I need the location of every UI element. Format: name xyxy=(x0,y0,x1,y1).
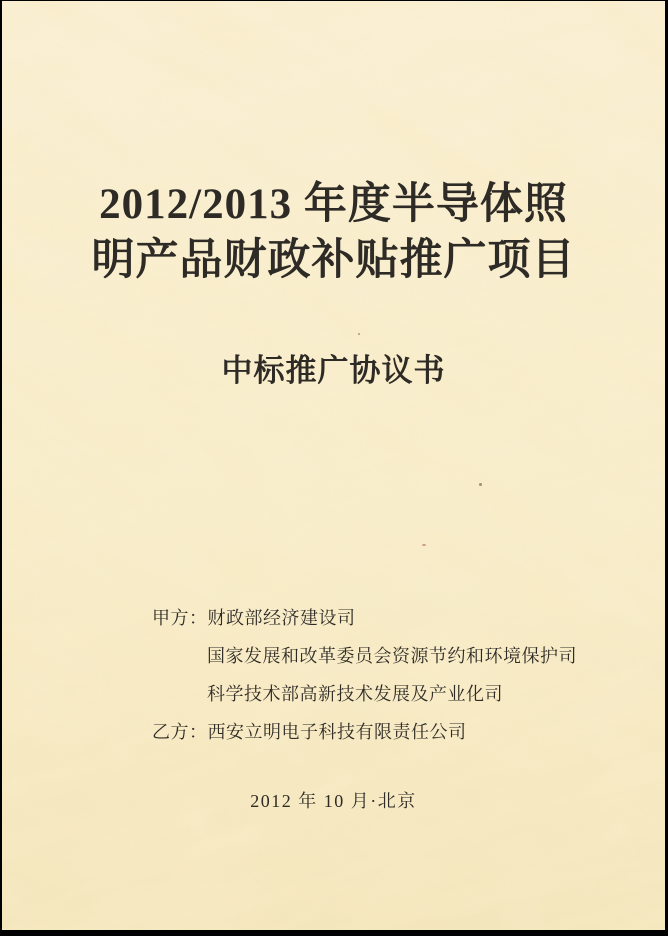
party-a-line-2: 国家发展和改革委员会资源节约和环境保护司 xyxy=(207,646,577,666)
party-b-name: 西安立明电子科技有限责任公司 xyxy=(207,722,467,742)
cover-content xyxy=(2,1,665,930)
title-line-2: 明产品财政补贴推广项目 xyxy=(91,237,576,284)
parties-block xyxy=(152,599,577,751)
party-a-line-1: 财政部经济建设司 xyxy=(207,608,356,628)
title-line-1: 2012/2013 年度半导体照 xyxy=(99,181,568,228)
scan-speck xyxy=(479,483,482,486)
scan-speck xyxy=(422,544,426,546)
party-a-label: 甲方： xyxy=(152,608,208,628)
party-a-row xyxy=(152,599,577,637)
scan-speck xyxy=(358,333,360,335)
paper xyxy=(2,1,665,930)
date-location: 2012 年 10 月·北京 xyxy=(250,791,417,811)
party-b-row xyxy=(152,713,577,751)
party-a-line-3: 科学技术部高新技术发展及产业化司 xyxy=(207,684,503,704)
document-subtitle: 中标推广协议书 xyxy=(221,353,446,388)
party-a-row-2 xyxy=(152,637,577,675)
party-a-row-3 xyxy=(152,675,577,713)
document-title xyxy=(2,177,665,289)
party-b-label: 乙方： xyxy=(152,722,208,742)
